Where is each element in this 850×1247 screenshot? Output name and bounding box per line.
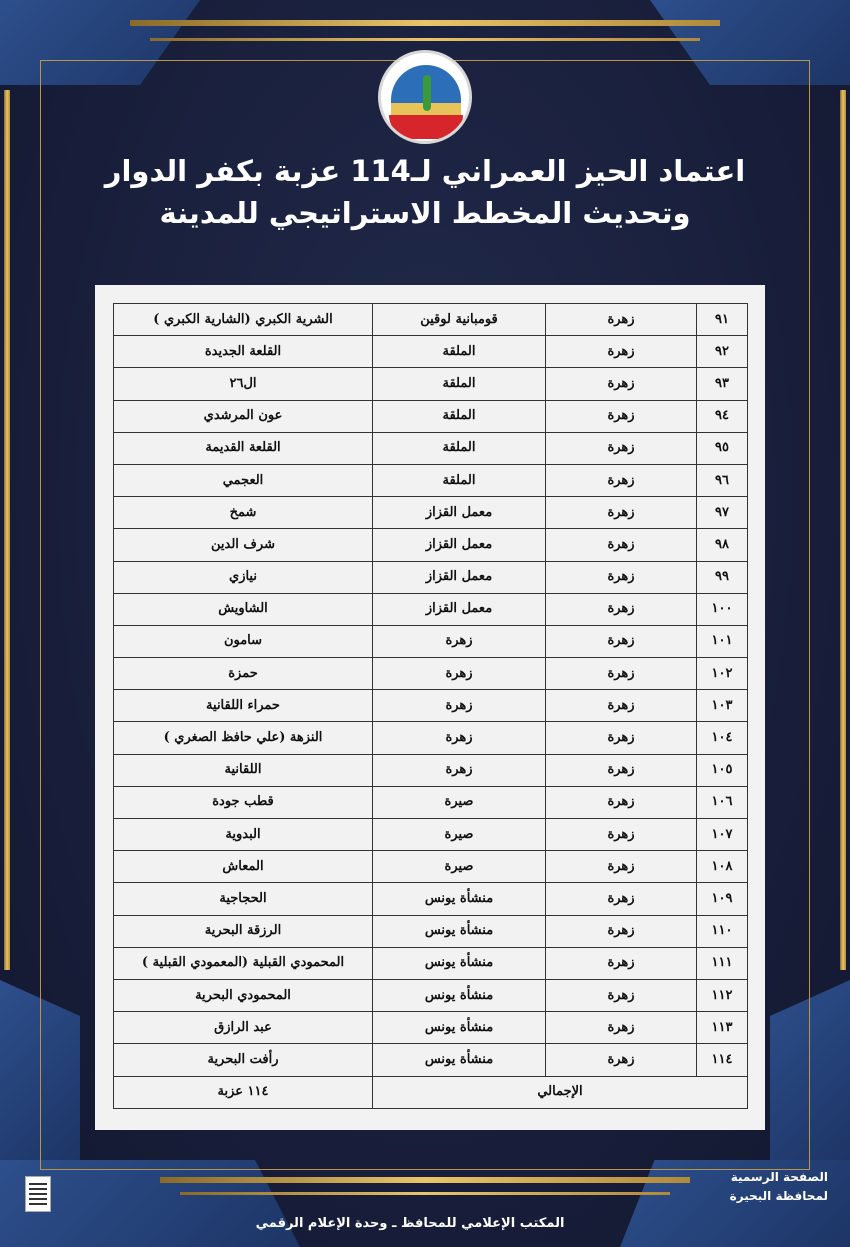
local-unit: زهرة — [546, 1044, 697, 1076]
table-row — [114, 915, 748, 947]
gold-stripe — [4, 90, 10, 970]
table-row — [114, 690, 748, 722]
row-number: ١٠٠ — [697, 593, 748, 625]
gold-stripe — [840, 90, 846, 970]
table-row — [114, 851, 748, 883]
table-row — [114, 786, 748, 818]
village: الملقة — [373, 432, 546, 464]
hamlet-name: شرف الدين — [114, 529, 373, 561]
table-row — [114, 561, 748, 593]
local-unit: زهرة — [546, 432, 697, 464]
village: صيرة — [373, 819, 546, 851]
table-row — [114, 979, 748, 1011]
village: الملقة — [373, 336, 546, 368]
local-unit: زهرة — [546, 915, 697, 947]
local-unit: زهرة — [546, 497, 697, 529]
local-unit: زهرة — [546, 979, 697, 1011]
table-row — [114, 368, 748, 400]
row-number: ٩٦ — [697, 464, 748, 496]
row-number: ٩١ — [697, 304, 748, 336]
hamlet-name: البدوية — [114, 819, 373, 851]
hamlet-name: ال٢٦ — [114, 368, 373, 400]
local-unit: زهرة — [546, 883, 697, 915]
hamlet-name: المحمودي البحرية — [114, 979, 373, 1011]
table-row — [114, 1044, 748, 1076]
gold-stripe — [180, 1192, 670, 1195]
village: معمل القزاز — [373, 529, 546, 561]
table-row — [114, 593, 748, 625]
row-number: ٩٥ — [697, 432, 748, 464]
local-unit: زهرة — [546, 786, 697, 818]
row-number: ١١٢ — [697, 979, 748, 1011]
local-unit: زهرة — [546, 625, 697, 657]
hamlet-name: عبد الرازق — [114, 1012, 373, 1044]
row-number: ١١١ — [697, 947, 748, 979]
hamlet-name: المعاش — [114, 851, 373, 883]
village: معمل القزاز — [373, 593, 546, 625]
village: زهرة — [373, 625, 546, 657]
row-number: ١١٤ — [697, 1044, 748, 1076]
media-office-label: المكتب الإعلامي للمحافظ ـ وحدة الإعلام الرقمي — [255, 1216, 565, 1231]
hamlet-name: الشرية الكبري (الشارية الكبري ) — [114, 304, 373, 336]
local-unit: زهرة — [546, 529, 697, 561]
table-row — [114, 658, 748, 690]
row-number: ١١٣ — [697, 1012, 748, 1044]
local-unit: زهرة — [546, 819, 697, 851]
row-number: ١٠٨ — [697, 851, 748, 883]
table-row — [114, 497, 748, 529]
hamlet-name: عون المرشدي — [114, 400, 373, 432]
total-label: الإجمالي — [373, 1076, 748, 1108]
village: منشأة يونس — [373, 979, 546, 1011]
hamlet-name: قطب جودة — [114, 786, 373, 818]
row-number: ١٠٤ — [697, 722, 748, 754]
hamlet-name: العجمي — [114, 464, 373, 496]
local-unit: زهرة — [546, 690, 697, 722]
table-row — [114, 754, 748, 786]
gold-stripe — [150, 38, 700, 41]
village: معمل القزاز — [373, 561, 546, 593]
hamlet-name: سامون — [114, 625, 373, 657]
gold-stripe — [160, 1177, 690, 1183]
village: الملقة — [373, 368, 546, 400]
village: منشأة يونس — [373, 883, 546, 915]
row-number: ١٠١ — [697, 625, 748, 657]
village: الملقة — [373, 400, 546, 432]
title-line-1: اعتماد الحيز العمراني لـ114 عزبة بكفر الدوار — [104, 154, 746, 188]
hamlet-name: الرزقة البحرية — [114, 915, 373, 947]
table-row — [114, 432, 748, 464]
row-number: ٩٩ — [697, 561, 748, 593]
total-row — [114, 1076, 748, 1108]
hamlet-name: القلعة الجديدة — [114, 336, 373, 368]
village: صيرة — [373, 786, 546, 818]
official-page-line-2: لمحافظة البحيرة — [729, 1189, 828, 1203]
hamlet-name: الشاويش — [114, 593, 373, 625]
local-unit: زهرة — [546, 304, 697, 336]
local-unit: زهرة — [546, 400, 697, 432]
village: زهرة — [373, 658, 546, 690]
hamlet-name: القلعة القديمة — [114, 432, 373, 464]
gold-stripe — [130, 20, 720, 26]
row-number: ١٠٥ — [697, 754, 748, 786]
village: زهرة — [373, 722, 546, 754]
row-number: ٩٤ — [697, 400, 748, 432]
table-row — [114, 819, 748, 851]
village: معمل القزاز — [373, 497, 546, 529]
table-row — [114, 464, 748, 496]
table-row — [114, 947, 748, 979]
table-row — [114, 336, 748, 368]
local-unit: زهرة — [546, 368, 697, 400]
village: الملقة — [373, 464, 546, 496]
row-number: ٩٨ — [697, 529, 748, 561]
local-unit: زهرة — [546, 851, 697, 883]
hamlet-name: شمخ — [114, 497, 373, 529]
row-number: ٩٣ — [697, 368, 748, 400]
table-row — [114, 1012, 748, 1044]
hamlet-name: حمزة — [114, 658, 373, 690]
table-row — [114, 625, 748, 657]
local-unit: زهرة — [546, 336, 697, 368]
hamlet-name: حمراء اللقانية — [114, 690, 373, 722]
hamlet-name: الحجاجية — [114, 883, 373, 915]
local-unit: زهرة — [546, 464, 697, 496]
table-row — [114, 529, 748, 561]
hamlet-name: النزهة (علي حافظ الصغري ) — [114, 722, 373, 754]
table-row — [114, 304, 748, 336]
row-number: ٩٢ — [697, 336, 748, 368]
page-title — [45, 152, 805, 232]
local-unit: زهرة — [546, 1012, 697, 1044]
title-line-2: وتحديث المخطط الاستراتيجي للمدينة — [159, 196, 691, 230]
governorate-logo — [378, 50, 472, 144]
village: صيرة — [373, 851, 546, 883]
villages-table — [113, 303, 748, 1109]
table-row — [114, 722, 748, 754]
row-number: ١١٠ — [697, 915, 748, 947]
official-page-label — [718, 1168, 828, 1206]
local-unit: زهرة — [546, 658, 697, 690]
local-unit: زهرة — [546, 593, 697, 625]
hamlet-name: نيازي — [114, 561, 373, 593]
local-unit: زهرة — [546, 561, 697, 593]
table-row — [114, 883, 748, 915]
village: منشأة يونس — [373, 1044, 546, 1076]
qr-code[interactable] — [26, 1177, 50, 1211]
local-unit: زهرة — [546, 754, 697, 786]
hamlet-name: رأفت البحرية — [114, 1044, 373, 1076]
local-unit: زهرة — [546, 722, 697, 754]
row-number: ٩٧ — [697, 497, 748, 529]
official-page-line-1: الصفحة الرسمية — [730, 1170, 828, 1184]
row-number: ١٠٩ — [697, 883, 748, 915]
village: منشأة يونس — [373, 915, 546, 947]
local-unit: زهرة — [546, 947, 697, 979]
row-number: ١٠٦ — [697, 786, 748, 818]
village: زهرة — [373, 754, 546, 786]
total-value: ١١٤ عزبة — [114, 1076, 373, 1108]
village: قومبانية لوقين — [373, 304, 546, 336]
hamlet-name: اللقانية — [114, 754, 373, 786]
village: منشأة يونس — [373, 947, 546, 979]
table-row — [114, 400, 748, 432]
row-number: ١٠٢ — [697, 658, 748, 690]
village: زهرة — [373, 690, 546, 722]
hamlet-name: المحمودي القبلية (المعمودي القبلية ) — [114, 947, 373, 979]
row-number: ١٠٣ — [697, 690, 748, 722]
village: منشأة يونس — [373, 1012, 546, 1044]
row-number: ١٠٧ — [697, 819, 748, 851]
